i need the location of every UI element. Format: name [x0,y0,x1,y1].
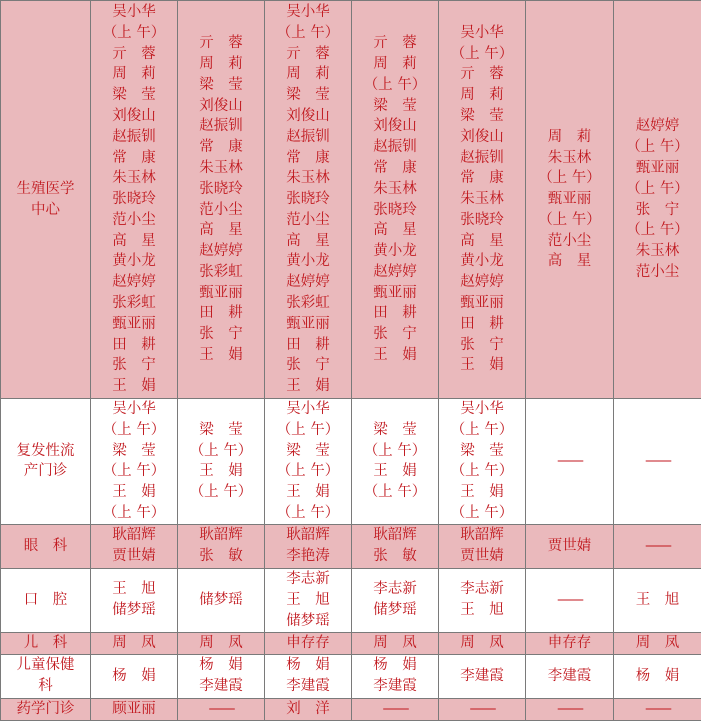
doctor-name: 李建霞 [526,666,613,687]
doctor-name: 梁 莹 [178,75,264,96]
doctor-name: （上 午） [352,482,438,503]
doctor-name: 范小尘 [178,200,264,221]
doctor-name: 张晓玲 [352,200,438,221]
doctor-name: 王 娟 [439,355,525,376]
doctor-name: 李建霞 [439,666,525,687]
doctor-name: 王 娟 [178,345,264,366]
doctor-cell [439,524,526,568]
doctor-name: 储梦瑶 [265,611,351,632]
doctor-name: 田 耕 [352,303,438,324]
doctor-cell [614,632,701,654]
doctor-name: 李艳涛 [265,546,351,567]
doctor-cell [265,654,352,698]
doctor-name: 甄亚丽 [439,293,525,314]
doctor-name: 甄亚丽 [614,158,701,179]
empty-slot-dash: —— [526,699,613,720]
doctor-name: 李志新 [265,569,351,590]
doctor-name: 梁 莹 [265,441,351,462]
doctor-name: 范小尘 [614,262,701,283]
doctor-name: 刘俊山 [91,106,177,127]
doctor-cell [91,654,178,698]
doctor-name: 赵婷婷 [439,272,525,293]
department-cell [1,1,91,399]
doctor-name: 张彩虹 [265,293,351,314]
doctor-name: 朱玉林 [439,189,525,210]
table-row [1,1,701,399]
doctor-cell [439,399,526,525]
doctor-cell [352,698,439,720]
doctor-name: 常 康 [352,158,438,179]
doctor-name: （上 午） [178,441,264,462]
doctor-name: 张 敏 [178,546,264,567]
doctor-name: 刘俊山 [352,116,438,137]
doctor-cell [614,568,701,632]
doctor-cell [178,1,265,399]
doctor-name: 田 耕 [91,335,177,356]
doctor-name: 赵婷婷 [265,272,351,293]
doctor-name: 申存存 [265,633,351,654]
doctor-name: 梁 莹 [265,85,351,106]
doctor-name: 周 凤 [178,633,264,654]
doctor-name: 杨 娟 [178,655,264,676]
doctor-name: 高 星 [526,251,613,272]
doctor-name: 张晓玲 [439,210,525,231]
doctor-name: 周 凤 [439,633,525,654]
department-cell [1,698,91,720]
doctor-name: 王 娟 [178,461,264,482]
doctor-cell [614,654,701,698]
department-label: 中心 [1,200,90,221]
doctor-name: 朱玉林 [265,168,351,189]
doctor-cell [439,698,526,720]
doctor-cell [91,1,178,399]
doctor-name: 储梦瑶 [352,600,438,621]
doctor-name: 周 莉 [352,54,438,75]
doctor-name: 耿韶辉 [91,525,177,546]
doctor-name: 储梦瑶 [91,600,177,621]
doctor-name: 甄亚丽 [352,283,438,304]
doctor-cell [352,654,439,698]
doctor-name: 吴小华 [265,2,351,23]
doctor-name: 梁 莹 [178,420,264,441]
doctor-name: 梁 莹 [91,85,177,106]
doctor-name: 梁 莹 [439,106,525,127]
doctor-name: 周 莉 [439,85,525,106]
doctor-name: 刘 洋 [265,699,351,720]
doctor-name: 赵振钏 [352,137,438,158]
empty-slot-dash: —— [526,590,613,611]
doctor-name: 王 娟 [352,461,438,482]
doctor-name: 甄亚丽 [526,189,613,210]
doctor-name: 王 旭 [265,590,351,611]
doctor-name: 朱玉林 [526,148,613,169]
doctor-name: 常 康 [265,148,351,169]
doctor-name: 朱玉林 [91,168,177,189]
doctor-name: 吴小华 [265,399,351,420]
table-row [1,524,701,568]
doctor-name: 张晓玲 [178,179,264,200]
doctor-name: 赵婷婷 [91,272,177,293]
doctor-name: （上 午） [265,503,351,524]
empty-slot-dash: —— [614,699,701,720]
doctor-name: （上 午） [439,420,525,441]
doctor-cell [439,568,526,632]
doctor-name: 刘俊山 [439,127,525,148]
doctor-name: 吴小华 [439,23,525,44]
doctor-name: （上 午） [439,44,525,65]
department-cell [1,399,91,525]
doctor-name: 吴小华 [91,399,177,420]
department-label: 口 腔 [1,590,90,611]
doctor-name: 耿韶辉 [178,525,264,546]
doctor-cell [614,698,701,720]
doctor-name: 高 星 [178,220,264,241]
doctor-cell [178,632,265,654]
doctor-name: 王 旭 [439,600,525,621]
doctor-name: 张彩虹 [178,262,264,283]
doctor-name: 李志新 [352,579,438,600]
doctor-name: 梁 莹 [352,96,438,117]
doctor-name: 常 康 [178,137,264,158]
doctor-name: 甄亚丽 [91,314,177,335]
doctor-name: 张晓玲 [265,189,351,210]
doctor-name: 申存存 [526,633,613,654]
doctor-name: 高 星 [439,231,525,252]
doctor-name: 常 康 [439,168,525,189]
department-label: 眼 科 [1,536,90,557]
doctor-cell [352,524,439,568]
doctor-name: 王 娟 [352,345,438,366]
doctor-cell [526,524,614,568]
table-row [1,399,701,525]
doctor-name: 刘俊山 [178,96,264,117]
department-label: 产门诊 [1,461,90,482]
doctor-name: 朱玉林 [178,158,264,179]
doctor-name: 黄小龙 [352,241,438,262]
doctor-name: 刘俊山 [265,106,351,127]
doctor-name: （上 午） [614,179,701,200]
doctor-cell [352,399,439,525]
doctor-name: 黄小龙 [91,251,177,272]
doctor-name: （上 午） [526,210,613,231]
doctor-cell [526,654,614,698]
empty-slot-dash: —— [614,536,701,557]
doctor-name: （上 午） [352,441,438,462]
doctor-name: 赵振钏 [178,116,264,137]
empty-slot-dash: —— [439,699,525,720]
doctor-name: 亓 蓉 [439,64,525,85]
doctor-name: 周 莉 [526,127,613,148]
doctor-cell [614,1,701,399]
department-cell [1,654,91,698]
doctor-cell [265,698,352,720]
doctor-cell [439,654,526,698]
department-label: 儿童保健 [1,655,90,676]
doctor-name: 甄亚丽 [178,283,264,304]
doctor-name: 赵婷婷 [178,241,264,262]
doctor-cell [526,1,614,399]
doctor-name: （上 午） [265,420,351,441]
doctor-name: 耿韶辉 [265,525,351,546]
doctor-cell [526,399,614,525]
empty-slot-dash: —— [178,699,264,720]
doctor-name: 耿韶辉 [439,525,525,546]
doctor-name: 张 宁 [439,335,525,356]
doctor-cell [91,568,178,632]
doctor-name: 王 旭 [91,579,177,600]
doctor-cell [91,524,178,568]
doctor-name: 赵振钏 [91,127,177,148]
doctor-name: 李志新 [439,579,525,600]
doctor-cell [91,698,178,720]
doctor-name: 甄亚丽 [265,314,351,335]
doctor-name: 贾世婧 [439,546,525,567]
doctor-name: 高 星 [265,231,351,252]
doctor-name: 赵振钏 [265,127,351,148]
doctor-name: （上 午） [91,503,177,524]
doctor-name: （上 午） [526,168,613,189]
doctor-name: 常 康 [91,148,177,169]
doctor-name: 亓 蓉 [91,44,177,65]
doctor-name: （上 午） [265,23,351,44]
doctor-name: 张 宁 [91,355,177,376]
doctor-name: 朱玉林 [614,241,701,262]
doctor-name: 顾亚丽 [91,699,177,720]
doctor-name: 周 莉 [178,54,264,75]
empty-slot-dash: —— [614,451,701,472]
doctor-name: 亓 蓉 [265,44,351,65]
doctor-name: 周 莉 [91,64,177,85]
doctor-name: 李建霞 [265,676,351,697]
doctor-name: 田 耕 [265,335,351,356]
schedule-body [1,1,701,721]
doctor-cell [526,568,614,632]
doctor-name: 杨 娟 [91,666,177,687]
doctor-cell [614,524,701,568]
doctor-cell [265,568,352,632]
doctor-name: 高 星 [91,231,177,252]
doctor-cell [265,1,352,399]
doctor-name: 高 星 [352,220,438,241]
department-label: 儿 科 [1,633,90,654]
doctor-name: （上 午） [91,23,177,44]
doctor-name: 贾世婧 [91,546,177,567]
doctor-name: （上 午） [178,482,264,503]
department-cell [1,632,91,654]
empty-slot-dash: —— [526,451,613,472]
doctor-name: 李建霞 [178,676,264,697]
doctor-cell [178,698,265,720]
doctor-cell [526,632,614,654]
doctor-name: 田 耕 [178,303,264,324]
doctor-name: （上 午） [439,461,525,482]
doctor-name: 田 耕 [439,314,525,335]
doctor-cell [265,524,352,568]
doctor-name: 亓 蓉 [352,33,438,54]
doctor-name: 王 旭 [614,590,701,611]
doctor-cell [352,568,439,632]
doctor-name: 张彩虹 [91,293,177,314]
table-row [1,654,701,698]
doctor-name: 王 娟 [265,376,351,397]
doctor-name: （上 午） [614,220,701,241]
doctor-name: 赵婷婷 [352,262,438,283]
doctor-cell [265,632,352,654]
doctor-cell [265,399,352,525]
doctor-cell [352,1,439,399]
doctor-cell [178,524,265,568]
doctor-cell [526,698,614,720]
doctor-name: 杨 娟 [614,666,701,687]
doctor-name: 张晓玲 [91,189,177,210]
doctor-name: 王 娟 [91,482,177,503]
doctor-name: 吴小华 [439,399,525,420]
doctor-name: 王 娟 [91,376,177,397]
doctor-name: 王 娟 [439,482,525,503]
empty-slot-dash: —— [352,699,438,720]
doctor-name: 王 娟 [265,482,351,503]
doctor-name: 杨 娟 [352,655,438,676]
doctor-name: 梁 莹 [439,441,525,462]
doctor-name: 黄小龙 [265,251,351,272]
doctor-name: 黄小龙 [439,251,525,272]
department-label: 复发性流 [1,441,90,462]
doctor-cell [91,399,178,525]
department-label: 科 [1,676,90,697]
department-label: 药学门诊 [1,699,90,720]
doctor-name: 周 凤 [614,633,701,654]
department-cell [1,568,91,632]
doctor-name: （上 午） [614,137,701,158]
doctor-name: 吴小华 [91,2,177,23]
doctor-name: 赵振钏 [439,148,525,169]
doctor-name: 范小尘 [265,210,351,231]
doctor-name: 张 宁 [265,355,351,376]
doctor-name: 范小尘 [91,210,177,231]
doctor-name: 范小尘 [526,231,613,252]
table-row [1,568,701,632]
doctor-cell [439,1,526,399]
doctor-name: 杨 娟 [265,655,351,676]
doctor-cell [178,568,265,632]
doctor-cell [178,399,265,525]
doctor-cell [352,632,439,654]
doctor-name: 张 宁 [614,200,701,221]
doctor-name: 张 敏 [352,546,438,567]
doctor-name: 张 宁 [352,324,438,345]
department-label: 生殖医学 [1,179,90,200]
doctor-name: 贾世婧 [526,536,613,557]
doctor-cell [614,399,701,525]
doctor-name: 周 莉 [265,64,351,85]
table-row [1,632,701,654]
doctor-name: 储梦瑶 [178,590,264,611]
doctor-cell [178,654,265,698]
doctor-name: （上 午） [439,503,525,524]
doctor-name: （上 午） [91,420,177,441]
doctor-cell [439,632,526,654]
table-row [1,698,701,720]
doctor-name: 梁 莹 [91,441,177,462]
doctor-name: 张 宁 [178,324,264,345]
doctor-name: 亓 蓉 [178,33,264,54]
department-cell [1,524,91,568]
doctor-name: （上 午） [352,75,438,96]
doctor-name: 赵婷婷 [614,116,701,137]
doctor-cell [91,632,178,654]
doctor-name: 周 凤 [352,633,438,654]
doctor-name: 耿韶辉 [352,525,438,546]
doctor-name: 朱玉林 [352,179,438,200]
doctor-name: 梁 莹 [352,420,438,441]
doctor-name: （上 午） [91,461,177,482]
doctor-name: 周 凤 [91,633,177,654]
doctor-name: 李建霞 [352,676,438,697]
doctor-name: （上 午） [265,461,351,482]
